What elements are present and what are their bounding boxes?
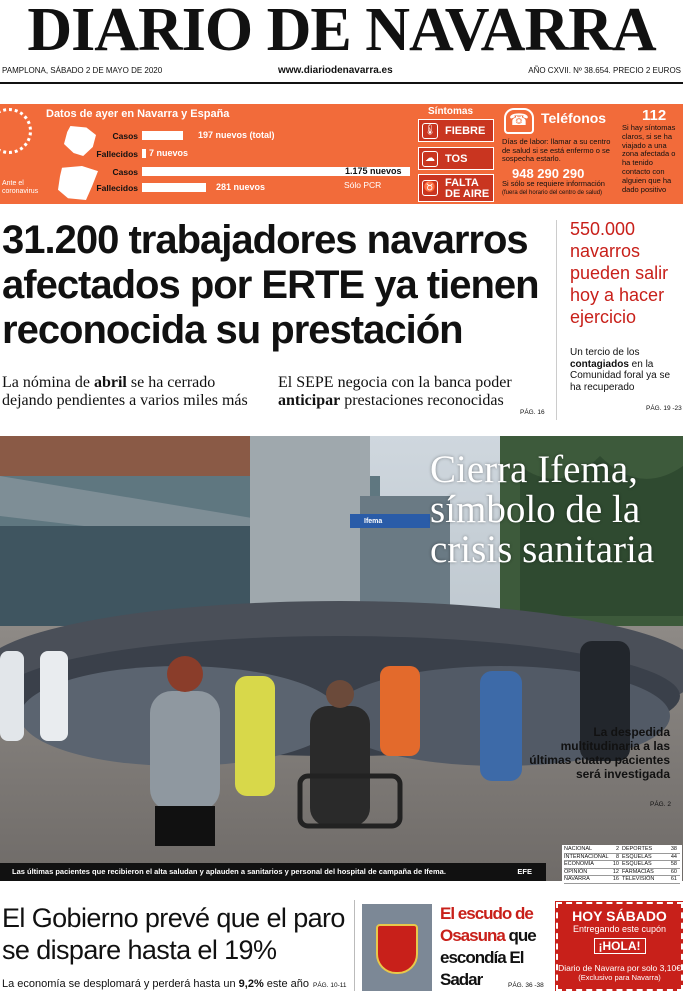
hola-coupon-promo[interactable]: HOY SÁBADO Entregando este cupón ¡HOLA! Diario de Navarra por solo 3,10€ (Exclusivo para Navarra): [556, 902, 683, 991]
ifema-sign: Ifema: [364, 518, 383, 525]
index-row: NACIONAL 2 DEPORTES 38: [564, 846, 680, 854]
covid-data-title: Datos de ayer en Navarra y España: [46, 108, 230, 120]
osasuna-headline[interactable]: El escudo de Osasuna que escondía El Sadar: [440, 904, 536, 989]
photo-page-ref: PÁG. 2: [650, 801, 671, 808]
phones-hours-note: (fuera del horario del centro de salud): [502, 190, 603, 196]
lungs-icon: ♉: [422, 180, 438, 196]
bottom-headline[interactable]: El Gobierno prevé que el paro se dispare hasta el 19%: [2, 903, 345, 965]
esp-cases-value: 1.175 nuevos: [345, 166, 402, 176]
index-row: OPINIÓN 12 FARMACIAS 60: [564, 869, 680, 877]
osasuna-page-ref: PÁG. 36 -38: [508, 982, 544, 989]
index-row: INTERNACIONAL 8 ESQUELAS 44: [564, 854, 680, 862]
symptoms-title: Síntomas: [428, 106, 474, 117]
pcr-note: Sólo PCR: [344, 180, 382, 190]
phones-info-note: Si sólo se requiere información: [502, 179, 605, 188]
emergency-text: Si hay síntomas claros, si se ha viajado a una zona afectada o ha tenido contacto con alguien que ha dado positivo: [622, 123, 676, 194]
covid-info-strip: [0, 104, 683, 204]
dateline: [0, 66, 683, 80]
nav-deaths-bar: [142, 149, 146, 158]
masthead-rule: [0, 82, 683, 84]
nav-cases-bar: [142, 131, 183, 140]
index-row: NAVARRA 16 TELEVISIÓN 61: [564, 876, 680, 884]
covid-section-label: Ante el coronavirus: [2, 180, 39, 195]
osasuna-crest-photo[interactable]: [362, 904, 432, 991]
phones-text: Días de labor: llamar a su centro de salud si se está enfermo o se sospecha estarlo.: [502, 137, 611, 163]
side-page-ref: PÁG. 19 -23: [646, 405, 682, 412]
emergency-number[interactable]: 112: [642, 107, 667, 124]
photo-credit: EFE: [517, 867, 532, 876]
photo-caption-headline: La despedida multitudinaria a las últimas cuatro pacientes será investigada: [529, 725, 670, 781]
column-divider: [556, 220, 557, 420]
esp-deaths-value: 281 nuevos: [216, 182, 266, 192]
hola-logo: ¡HOLA!: [594, 938, 646, 954]
bottom-subheadline: La economía se desplomará y perderá hasta un 9,2% este año: [2, 978, 309, 990]
website-link[interactable]: www.diariodenavarra.es: [278, 65, 393, 76]
health-phone-number[interactable]: 948 290 290: [512, 166, 585, 181]
nav-deaths-label: Fallecidos: [96, 149, 138, 159]
phone-icon: ☎: [504, 108, 534, 134]
esp-deaths-bar: [142, 183, 206, 192]
masthead: DIARIO DE NAVARRA: [27, 0, 656, 64]
photo-headline[interactable]: Cierra Ifema, símbolo de la crisis sanitaria: [430, 448, 655, 571]
main-page-ref: PÁG. 16: [520, 409, 545, 416]
main-headline[interactable]: 31.200 trabajadores navarros afectados por ERTE ya tienen reconocida su prestación: [2, 218, 539, 352]
main-subheadline-1: La nómina de abril se ha cerrado dejando pendientes a varios miles más: [2, 374, 248, 409]
dateline-issue: AÑO CXVII. Nº 38.654. PRECIO 2 EUROS: [528, 66, 681, 75]
phones-title: Teléfonos: [541, 110, 607, 126]
section-index: [562, 845, 682, 887]
nav-cases-value: 197 nuevos (total): [198, 130, 275, 140]
symptom-cough: ☁ TOS: [418, 147, 494, 170]
shield-icon: [376, 924, 418, 974]
esp-cases-label: Casos: [112, 167, 138, 177]
symptom-fever: 🌡 FIEBRE: [418, 119, 494, 142]
bottom-divider: [354, 900, 355, 991]
bottom-page-ref: PÁG. 10-11: [313, 982, 347, 989]
thermometer-icon: 🌡: [422, 123, 438, 139]
esp-deaths-label: Fallecidos: [96, 183, 138, 193]
side-headline[interactable]: 550.000 navarros pueden salir hoy a hacer ejercicio: [570, 219, 669, 327]
dateline-date: PAMPLONA, SÁBADO 2 DE MAYO DE 2020: [2, 66, 163, 75]
index-row: ECONOMÍA 10 ESQUELAS 58: [564, 861, 680, 869]
side-text: Un tercio de los contagiados en la Comunidad foral ya se ha recuperado: [570, 347, 671, 393]
nav-deaths-value: 7 nuevos: [149, 148, 189, 158]
photo-caption-strip: Las últimas pacientes que recibieron el alta saludan y aplauden a sanitarios y personal del hospital de campaña de Ifema. EFE: [0, 863, 546, 881]
main-subheadline-2: El SEPE negocia con la banca poder anticipar prestaciones reconocidas: [278, 374, 512, 409]
virus-icon: [0, 108, 32, 154]
cough-icon: ☁: [422, 151, 438, 167]
nav-cases-label: Casos: [112, 131, 138, 141]
symptom-breath: ♉ FALTA DE AIRE: [418, 174, 494, 202]
